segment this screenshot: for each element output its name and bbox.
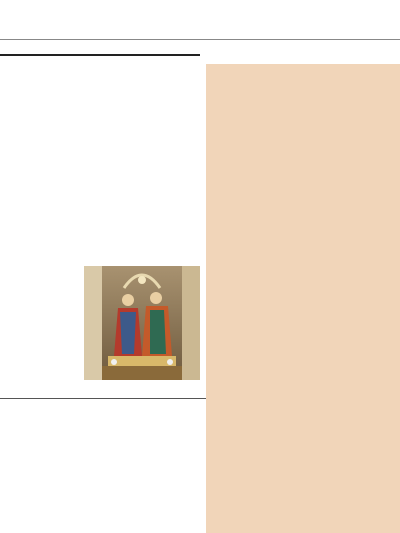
mass-times	[0, 398, 206, 403]
newsletter-title	[0, 0, 400, 5]
saints-statue-photo	[84, 266, 200, 380]
heading-rule	[0, 54, 200, 56]
notices-sidebar	[206, 64, 400, 533]
masthead	[0, 0, 400, 40]
statue-image	[84, 266, 200, 380]
